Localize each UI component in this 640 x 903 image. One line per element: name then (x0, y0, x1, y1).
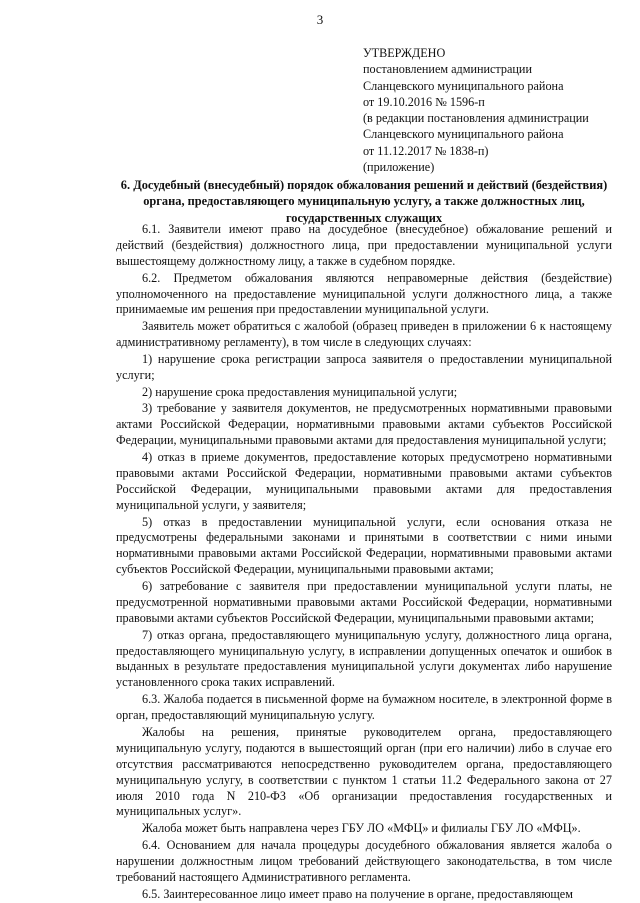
paragraph: 6.5. Заинтересованное лицо имеет право на получение в органе, предоставляющем (142, 886, 573, 901)
paragraph: 7) отказ органа, предоставляющего муниципальную услугу, должностного лица органа, предоставляющего муниципальную услугу, в исправлении допущенных опечаток и ошибок в выданных в результате предоставления муниципальной услуги документах либо нарушение установленного срока таких исправлений. (116, 627, 612, 690)
paragraph: 4) отказ в приеме документов, предоставление которых предусмотрено нормативными правовыми актами Российской Федерации, нормативными правовыми актами субъектов Российской Федерации, муниципальными правовыми актами для предоставления муниципальной услуги, у заявителя; (116, 450, 612, 512)
approval-line: от 11.12.2017 № 1838-п) (363, 143, 489, 158)
paragraph: 6.3. Жалоба подается в письменной форме на бумажном носителе, в электронной форме в орган, предоставляющий муниципальную услугу. (116, 692, 612, 723)
paragraph: 6) затребование с заявителя при предоставлении муниципальной услуги платы, не предусмотренной нормативными правовыми актами Российской Федерации, нормативными правовыми актами субъектов Российской Федерации, муниципальными правовыми актами; (116, 579, 612, 625)
document-body (116, 222, 612, 903)
paragraph: 6.1. Заявители имеют право на досудебное (внесудебное) обжалование решений и действий (бездействия) должностного лица, при предоставлении муниципальной услуги вышестоящему должностному лицу, а также в судебном порядке. (116, 222, 612, 268)
approval-line: (приложение) (363, 160, 435, 175)
approval-line: Сланцевского муниципального района (363, 127, 564, 142)
paragraph: Заявитель может обратиться с жалобой (образец приведен в приложении 6 к настоящему административному регламенту), в том числе в следующих случаях: (116, 319, 612, 350)
paragraph: 6.4. Основанием для начала процедуры досудебного обжалования является жалоба о нарушении должностным лицом требований действующего законодательства, в том числе требований настоящего Административного регламента. (116, 838, 612, 884)
approval-line: Сланцевского муниципального района (363, 78, 564, 93)
paragraph: 2) нарушение срока предоставления муниципальной услуги; (142, 384, 458, 399)
approval-line: (в редакции постановления администрации (363, 111, 589, 126)
paragraph: Жалобы на решения, принятые руководителем органа, предоставляющего муниципальную услугу, подаются в вышестоящий орган (при его наличии) либо в случае его отсутствия рассматриваются непосредственно руководителем органа, предоставляющего муниципальную услугу, в соответствии с пунктом 1 статьи 11.2 Федерального закона от 27 июля 2010 года N 210-ФЗ «Об организации предоставления государственных и муниципальных услуг». (116, 724, 612, 819)
approval-block (363, 45, 633, 175)
approval-line: от 19.10.2016 № 1596-п (363, 94, 485, 109)
page-number: 3 (316, 12, 324, 27)
paragraph: 3) требование у заявителя документов, не предусмотренных нормативными правовыми актами Российской Федерации, нормативными правовыми актами субъектов Российской Федерации, муниципальными правовыми актами для предоставления муниципальной услуги; (116, 401, 612, 448)
paragraph: 1) нарушение срока регистрации запроса заявителя о предоставлении муниципальной услуги; (116, 351, 612, 382)
approval-heading: УТВЕРЖДЕНО (363, 46, 446, 60)
approval-line: постановлением администрации (363, 62, 532, 77)
paragraph: 5) отказ в предоставлении муниципальной услуги, если основания отказа не предусмотрены федеральными законами и принятыми в соответствии с ними иными нормативными правовыми актами Российской Федерации, нормативными правовыми актами субъектов Российской Федерации, муниципальными правовыми актами; (116, 514, 612, 577)
paragraph: 6.2. Предметом обжалования являются неправомерные действия (бездействие) уполномоченного на предоставление муниципальной услуги должностного лица, а также принимаемые им решения при предоставлении муниципальной услуги. (116, 270, 612, 317)
section-title: 6. Досудебный (внесудебный) порядок обжалования решений и действий (бездействия) органа, предоставляющего муниципальную услугу, а также должностных лиц, государственных служащих (120, 178, 608, 225)
paragraph: Жалоба может быть направлена через ГБУ ЛО «МФЦ» и филиалы ГБУ ЛО «МФЦ». (142, 821, 581, 836)
